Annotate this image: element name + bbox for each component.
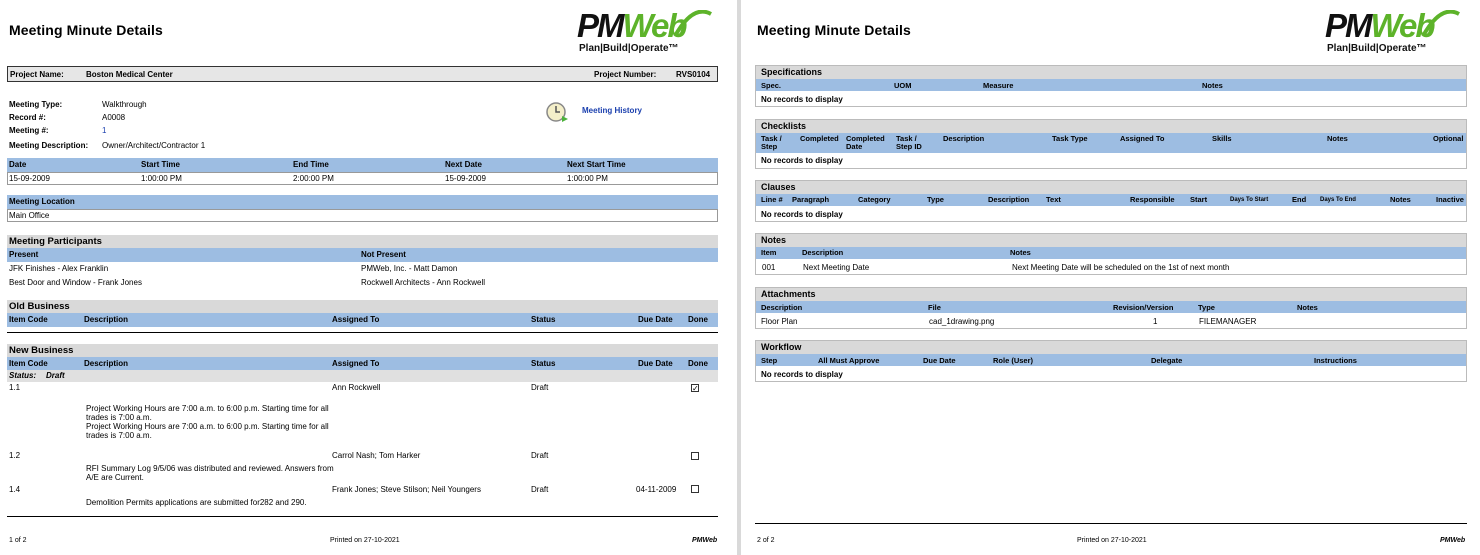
footer-brand: PMWeb	[1440, 537, 1466, 544]
col-task-step-id: Task / Step ID	[896, 134, 922, 151]
col-due-date: Due Date	[638, 315, 673, 324]
meeting-description: Owner/Architect/Contractor 1	[102, 141, 206, 150]
col-measure: Measure	[983, 81, 1014, 90]
location-header: Meeting Location	[7, 195, 718, 209]
meeting-number: 1	[102, 126, 107, 135]
item-status: Draft	[531, 485, 549, 494]
col-notes: Notes	[1202, 81, 1223, 90]
next-start-time-value: 1:00:00 PM	[567, 174, 608, 183]
page-number: 1 of 2	[9, 537, 27, 544]
col-due-date: Due Date	[923, 356, 956, 365]
col-skills: Skills	[1212, 134, 1232, 143]
location-value: Main Office	[9, 211, 50, 220]
col-completed-date: Completed Date	[846, 134, 885, 151]
col-completed: Completed	[800, 134, 839, 143]
no-records: No records to display	[761, 210, 843, 219]
col-next-start-time: Next Start Time	[567, 160, 626, 169]
footer-brand: PMWeb	[692, 537, 718, 544]
notes-title: Notes	[756, 234, 1466, 247]
col-start: Start	[1190, 195, 1208, 204]
item-assigned: Ann Rockwell	[332, 383, 381, 392]
attachment-description: Floor Plan	[761, 317, 798, 326]
attachment-file[interactable]: cad_1drawing.png	[929, 317, 995, 326]
col-delegate: Delegate	[1151, 356, 1183, 365]
item-status: Draft	[531, 451, 549, 460]
col-done: Done	[688, 315, 708, 324]
col-role-user: Role (User)	[993, 356, 1034, 365]
page-title: Meeting Minute Details	[757, 22, 911, 38]
col-inactive: Inactive	[1436, 195, 1464, 204]
clauses-title: Clauses	[756, 181, 1466, 194]
col-type: Type	[927, 195, 944, 204]
done-checkbox[interactable]	[691, 485, 699, 493]
col-days-to-end: Days To End	[1320, 197, 1356, 203]
col-description: Description	[761, 303, 803, 312]
col-not-present: Not Present	[361, 250, 406, 259]
col-end: End	[1292, 195, 1307, 204]
col-present: Present	[9, 250, 39, 259]
old-business-rule	[7, 332, 718, 333]
dates-row	[7, 172, 718, 185]
attachments-header-bar	[756, 301, 1466, 313]
no-records: No records to display	[761, 370, 843, 379]
pmweb-logo: PMWeb Plan|Build|Operate™	[577, 6, 727, 54]
specifications-header-bar	[756, 79, 1466, 91]
col-assigned-to: Assigned To	[332, 315, 380, 324]
notes-section	[755, 233, 1467, 275]
meeting-description-label: Meeting Description:	[9, 141, 89, 150]
col-step: Step	[761, 356, 778, 365]
report-page-1	[0, 0, 737, 555]
attachment-type: FILEMANAGER	[1199, 317, 1257, 326]
col-assigned-to: Assigned To	[1120, 134, 1165, 143]
meeting-number-label: Meeting #:	[9, 126, 49, 135]
item-status: Draft	[531, 383, 549, 392]
col-instructions: Instructions	[1314, 356, 1357, 365]
col-end-time: End Time	[293, 160, 329, 169]
col-status: Status	[531, 315, 556, 324]
note-text: Next Meeting Date will be scheduled on the 1st of next month	[1012, 263, 1230, 272]
col-notes: Notes	[1297, 303, 1318, 312]
end-time-value: 2:00:00 PM	[293, 174, 334, 183]
page-title: Meeting Minute Details	[9, 22, 163, 38]
status-group-row	[7, 370, 718, 382]
project-number: RVS0104	[676, 70, 711, 79]
record-number: A0008	[102, 113, 126, 122]
project-name: Boston Medical Center	[86, 70, 173, 79]
col-all-must-approve: All Must Approve	[818, 356, 880, 365]
col-status: Status	[531, 359, 556, 368]
item-assigned: Frank Jones; Steve Stilson; Neil Youngers	[332, 485, 481, 494]
logo-swoosh-icon	[673, 10, 713, 38]
attachments-title: Attachments	[756, 288, 1466, 301]
col-file: File	[928, 303, 941, 312]
col-due-date: Due Date	[638, 359, 673, 368]
col-task-step: Task / Step	[761, 134, 782, 151]
item-code: 1.1	[9, 383, 21, 392]
col-text: Text	[1046, 195, 1061, 204]
footer-rule	[755, 523, 1467, 524]
specifications-title: Specifications	[756, 66, 1466, 79]
col-description: Description	[802, 248, 844, 257]
attachments-section	[755, 287, 1467, 329]
item-description: Project Working Hours are 7:00 a.m. to 6:00 p.m. Starting time for all	[86, 404, 329, 413]
meeting-type: Walkthrough	[102, 100, 147, 109]
date-value: 15-09-2009	[9, 174, 50, 183]
item-description: trades is 7:00 a.m.	[86, 413, 152, 422]
note-item: 001	[762, 263, 776, 272]
col-responsible: Responsible	[1130, 195, 1175, 204]
participant-not-present: Rockwell Architects - Ann Rockwell	[361, 278, 486, 287]
item-code: 1.2	[9, 451, 21, 460]
record-label: Record #:	[9, 113, 46, 122]
col-item-code: Item Code	[9, 315, 48, 324]
col-notes: Notes	[1010, 248, 1031, 257]
col-item: Item	[761, 248, 777, 257]
report-page-2	[741, 0, 1480, 555]
item-description: trades is 7:00 a.m.	[86, 431, 152, 440]
item-description: RFI Summary Log 9/5/06 was distributed and reviewed. Answers from	[86, 464, 334, 473]
location-row	[7, 209, 718, 222]
checklists-title: Checklists	[756, 120, 1466, 133]
col-next-date: Next Date	[445, 160, 482, 169]
item-description: Project Working Hours are 7:00 a.m. to 6:00 p.m. Starting time for all	[86, 422, 329, 431]
project-number-label: Project Number:	[594, 70, 657, 79]
no-records: No records to display	[761, 95, 843, 104]
pmweb-logo: PMWeb Plan|Build|Operate™	[1325, 6, 1475, 54]
col-paragraph: Paragraph	[792, 195, 830, 204]
clock-history-icon[interactable]	[545, 100, 569, 124]
col-description: Description	[84, 315, 129, 324]
item-description: A/E are Current.	[86, 473, 144, 482]
col-notes: Notes	[1390, 195, 1411, 204]
participants-title: Meeting Participants	[7, 235, 718, 249]
col-done: Done	[688, 359, 708, 368]
printed-date: Printed on 27-10-2021	[330, 537, 400, 544]
done-checkbox[interactable]: ✓	[692, 384, 699, 393]
col-description: Description	[943, 134, 985, 143]
meeting-history-link[interactable]: Meeting History	[582, 106, 643, 115]
col-days-to-start: Days To Start	[1230, 197, 1269, 203]
new-business-title: New Business	[7, 344, 718, 358]
col-start-time: Start Time	[141, 160, 180, 169]
printed-date: Printed on 27-10-2021	[1077, 537, 1147, 544]
note-description: Next Meeting Date	[803, 263, 870, 272]
item-assigned: Carrol Nash; Tom Harker	[332, 451, 421, 460]
col-optional: Optional	[1433, 134, 1464, 143]
col-type: Type	[1198, 303, 1215, 312]
status-group-value: Draft	[46, 371, 65, 380]
col-uom: UOM	[894, 81, 912, 90]
notes-header-bar	[756, 247, 1466, 259]
no-records: No records to display	[761, 156, 843, 165]
workflow-section	[755, 340, 1467, 382]
col-date: Date	[9, 160, 27, 169]
done-checkbox[interactable]	[691, 452, 699, 460]
page-number: 2 of 2	[757, 537, 775, 544]
col-description: Description	[84, 359, 129, 368]
col-spec: Spec.	[761, 81, 782, 90]
col-item-code: Item Code	[9, 359, 48, 368]
col-line-no: Line #	[761, 195, 783, 204]
item-code: 1.4	[9, 485, 21, 494]
participant-present: Best Door and Window - Frank Jones	[9, 278, 142, 287]
item-description: Demolition Permits applications are submitted for282 and 290.	[86, 498, 307, 507]
meeting-type-label: Meeting Type:	[9, 100, 63, 109]
logo-swoosh-icon	[1421, 10, 1461, 38]
attachment-revision: 1	[1153, 317, 1158, 326]
col-description: Description	[988, 195, 1030, 204]
col-assigned-to: Assigned To	[332, 359, 380, 368]
col-revision-version: Revision/Version	[1113, 303, 1174, 312]
col-notes: Notes	[1327, 134, 1348, 143]
checklists-section	[755, 119, 1467, 169]
workflow-title: Workflow	[756, 341, 1466, 354]
item-due-date: 04-11-2009	[636, 485, 677, 494]
status-group-label: Status:	[9, 371, 37, 380]
participant-present: JFK Finishes - Alex Franklin	[9, 264, 109, 273]
specifications-section	[755, 65, 1467, 107]
clauses-section	[755, 180, 1467, 222]
next-date-value: 15-09-2009	[445, 174, 486, 183]
col-category: Category	[858, 195, 891, 204]
old-business-title: Old Business	[7, 300, 718, 314]
start-time-value: 1:00:00 PM	[141, 174, 182, 183]
project-name-label: Project Name:	[10, 70, 64, 79]
col-task-type: Task Type	[1052, 134, 1088, 143]
footer-rule	[7, 516, 718, 517]
participant-not-present: PMWeb, Inc. - Matt Damon	[361, 264, 458, 273]
